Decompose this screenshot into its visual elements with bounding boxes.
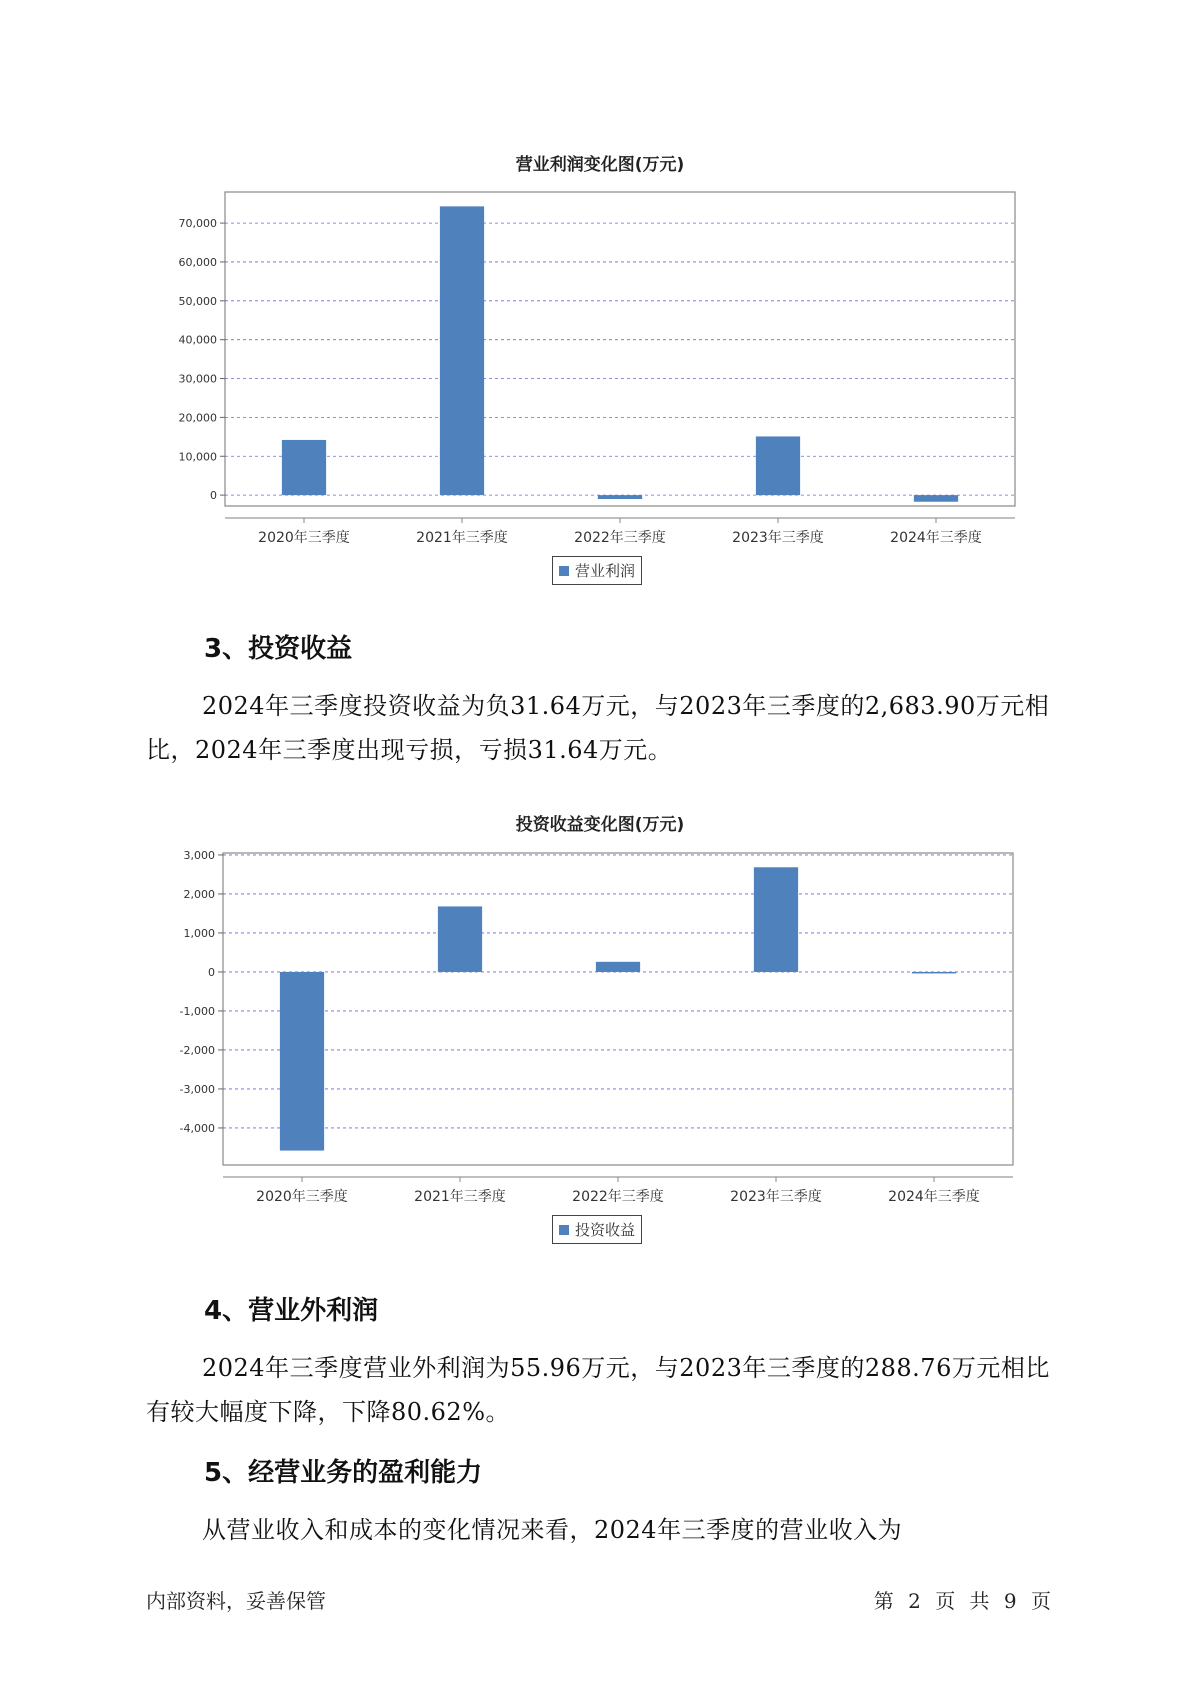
section-4-heading: 4、营业外利润 (204, 1296, 379, 1326)
section-5-paragraph: 从营业收入和成本的变化情况来看，2024年三季度的营业收入为 (202, 1516, 903, 1544)
y-tick-label: -3,000 (179, 1082, 215, 1096)
bar (596, 962, 640, 972)
y-tick-label: 3,000 (183, 848, 215, 862)
chart1-title: 营业利润变化图(万元) (515, 155, 685, 175)
section-5-heading: 5、经营业务的盈利能力 (204, 1458, 483, 1488)
chart1-legend (552, 556, 642, 585)
x-tick-label: 2022年三季度 (574, 530, 666, 546)
x-tick-label: 2024年三季度 (888, 1189, 980, 1205)
y-tick-label: 0 (208, 965, 215, 979)
y-tick-label: 2,000 (183, 887, 215, 901)
y-tick-label: 60,000 (178, 255, 217, 269)
x-tick-label: 2020年三季度 (258, 530, 350, 546)
y-tick-label: 10,000 (178, 450, 217, 464)
chart2-legend-label: 投资收益 (575, 1221, 636, 1239)
plot-area (223, 853, 1013, 1165)
section-4-paragraph: 2024年三季度营业外利润为55.96万元，与2023年三季度的288.76万元相比有较大幅度下降，下降80.62%。 (146, 1354, 1050, 1426)
x-tick-label: 2024年三季度 (890, 530, 982, 546)
x-tick-label: 2021年三季度 (416, 530, 508, 546)
y-tick-label: -1,000 (179, 1004, 215, 1018)
legend-swatch (559, 1225, 569, 1235)
legend-swatch (559, 566, 569, 576)
y-tick-label: -2,000 (179, 1043, 215, 1057)
footer-confidential-note: 内部资料，妥善保管 (146, 1589, 326, 1613)
x-tick-label: 2022年三季度 (572, 1189, 664, 1205)
section-3-heading: 3、投资收益 (204, 634, 353, 664)
operating-profit-chart (0, 0, 1191, 560)
bar (912, 972, 956, 974)
chart2-legend (552, 1215, 642, 1244)
bar (438, 906, 482, 972)
plot-area (225, 192, 1015, 506)
footer-page-number: 第 2 页 共 9 页 (873, 1589, 1051, 1613)
x-tick-label: 2023年三季度 (730, 1189, 822, 1205)
y-tick-label: -4,000 (179, 1121, 215, 1135)
x-tick-label: 2021年三季度 (414, 1189, 506, 1205)
chart1-legend-label: 营业利润 (575, 562, 636, 580)
bar (440, 206, 484, 495)
section-3-paragraph: 2024年三季度投资收益为负31.64万元，与2023年三季度的2,683.90万元相比，2024年三季度出现亏损，亏损31.64万元。 (146, 692, 1050, 764)
y-tick-label: 30,000 (178, 372, 217, 386)
bar (756, 436, 800, 495)
bar (280, 972, 324, 1151)
bar (598, 495, 642, 499)
bar (754, 867, 798, 972)
y-tick-label: 70,000 (178, 217, 217, 231)
y-tick-label: 20,000 (178, 411, 217, 425)
chart2-title: 投资收益变化图(万元) (515, 815, 685, 835)
y-tick-label: 1,000 (183, 926, 215, 940)
y-tick-label: 50,000 (178, 294, 217, 308)
y-tick-label: 0 (210, 489, 217, 503)
bar (914, 495, 958, 502)
x-tick-label: 2020年三季度 (256, 1189, 348, 1205)
bar (282, 440, 326, 495)
y-tick-label: 40,000 (178, 333, 217, 347)
x-tick-label: 2023年三季度 (732, 530, 824, 546)
investment-income-chart (0, 820, 1191, 1220)
